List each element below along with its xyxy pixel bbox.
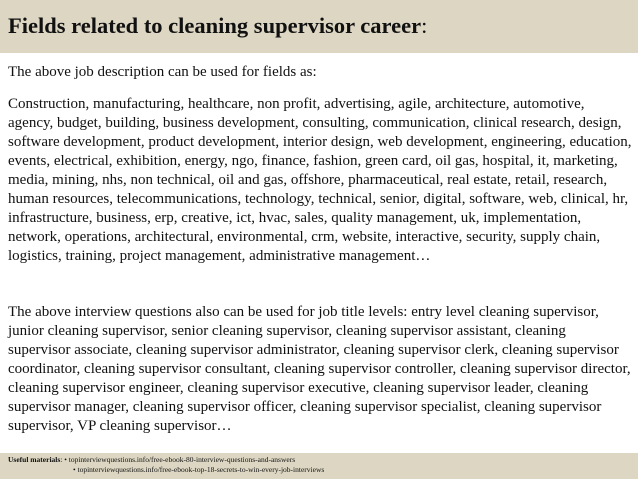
footer-row-1 <box>8 455 638 465</box>
footer-link-2[interactable]: • topinterviewquestions.info/free-ebook-top-18-secrets-to-win-every-job-interviews <box>73 465 325 474</box>
useful-materials-footer <box>0 453 638 479</box>
job-titles-paragraph: The above interview questions also can be used for job title levels: entry level cleaning supervisor, junior cleaning supervisor, senior cleaning supervisor, cleaning supervisor assistant, cleaning supervisor associate, cleaning supervisor administrator, cleaning supervisor clerk, cleaning supervisor coordinator, cleaning supervisor consultant, cleaning supervisor controller, cleaning supervisor director, cleaning supervisor engineer, cleaning supervisor executive, cleaning supervisor leader, cleaning supervisor manager, cleaning supervisor officer, cleaning supervisor specialist, cleaning supervisor supervisor, VP cleaning supervisor… <box>8 304 631 434</box>
useful-materials-label: Useful materials <box>8 455 61 464</box>
footer-row-2 <box>8 465 638 475</box>
page-title-text: Fields related to cleaning supervisor career <box>8 13 422 38</box>
intro-text: The above job description can be used for fields as: <box>8 64 317 80</box>
footer-label-colon: : <box>60 455 65 464</box>
title-band <box>0 0 638 53</box>
page-title-colon: : <box>421 13 428 38</box>
fields-paragraph: Construction, manufacturing, healthcare, non profit, advertising, agile, architecture, automotive, agency, budget, building, business development, consulting, communication, clinical research, design, software development, product development, interior design, web development, engineering, education, events, electrical, exhibition, energy, ngo, finance, fashion, green card, oil gas, hospital, it, marketing, media, mining, nhs, non technical, oil and gas, offshore, pharmaceutical, real estate, retail, research, human resources, telecommunications, technology, technical, senior, digital, software, web, clinical, hr, infrastructure, business, erp, creative, ict, hvac, sales, quality management, uk, implementation, network, operations, architectural, environmental, crm, website, interactive, security, supply chain, logistics, training, project management, administrative management… <box>8 96 632 264</box>
page-title <box>8 13 638 39</box>
footer-link-1[interactable]: • topinterviewquestions.info/free-ebook-80-interview-questions-and-answers <box>64 455 296 464</box>
